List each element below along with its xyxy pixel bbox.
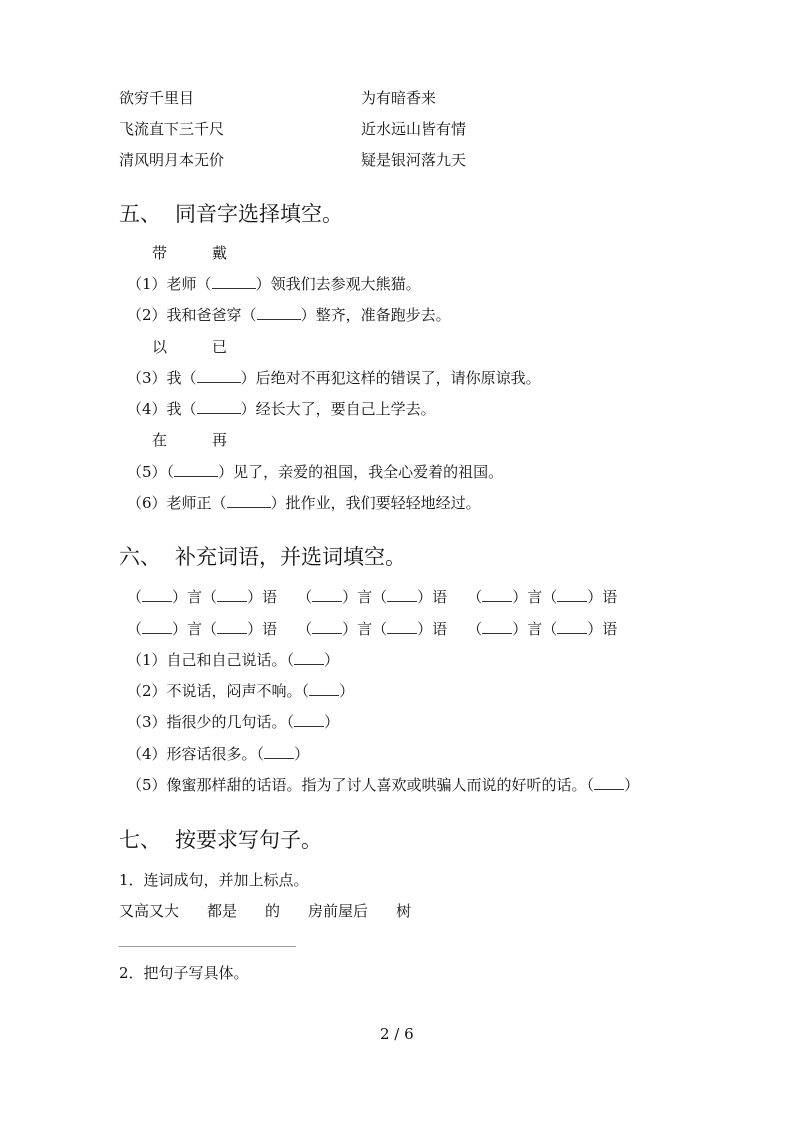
section5-title: 同音字选择填空。 (175, 202, 343, 226)
word-scramble (119, 901, 411, 921)
section6-title: 补充词语，并选词填空。 (175, 545, 406, 569)
answer-blank[interactable] (312, 620, 342, 634)
word-pattern: （ ）言（ ）语 (467, 588, 618, 606)
question-6-1: （1）自己和自己说话。（ ） (127, 651, 340, 669)
answer-blank[interactable] (197, 369, 241, 383)
word-pattern-row-2 (127, 619, 617, 639)
wordbank-char: 以 (152, 338, 168, 356)
answer-blank[interactable] (217, 620, 247, 634)
answer-blank[interactable] (142, 620, 172, 634)
answer-blank[interactable] (197, 400, 241, 414)
wordbank-1 (152, 243, 227, 263)
word-pattern: （ ）言（ ）语 (127, 588, 278, 606)
question-5-3: （3）我（ ）后绝对不再犯这样的错误了，请你原谅我。 (127, 369, 541, 387)
word-pattern: （ ）言（ ）语 (127, 620, 278, 638)
poem-left-3: 清风明月本无价 (119, 151, 225, 169)
question-5-2: （2）我和爸爸穿（ ）整齐，准备跑步去。 (127, 306, 451, 324)
question-6-5: （5）像蜜那样甜的话语。指为了讨人喜欢或哄骗人而说的好听的话。（ ） (127, 776, 640, 794)
scramble-word: 树 (396, 902, 412, 920)
answer-blank[interactable] (294, 651, 324, 665)
word-pattern: （ ）言（ ）语 (467, 620, 618, 638)
answer-blank[interactable] (257, 306, 301, 320)
question-5-1: （1）老师（ ）领我们去参观大熊猫。 (127, 275, 421, 293)
poem-right-3: 疑是银河落九天 (361, 151, 467, 169)
answer-blank[interactable] (309, 682, 339, 696)
answer-blank[interactable] (387, 620, 417, 634)
word-pattern: （ ）言（ ）语 (297, 588, 448, 606)
page-number: 2 / 6 (380, 1025, 414, 1043)
answer-blank[interactable] (264, 745, 294, 759)
word-pattern-row-1 (127, 587, 617, 607)
word-pattern: （ ）言（ ）语 (297, 620, 448, 638)
answer-blank[interactable] (217, 588, 247, 602)
poem-right-2: 近水远山皆有情 (361, 120, 467, 138)
question-6-3: （3）指很少的几句话。（ ） (127, 713, 340, 731)
scramble-word: 房前屋后 (308, 902, 369, 920)
answer-blank[interactable] (142, 588, 172, 602)
answer-blank[interactable] (557, 620, 587, 634)
section6-heading (119, 543, 406, 571)
wordbank-3 (152, 430, 227, 450)
wordbank-char: 再 (212, 431, 228, 449)
scramble-word: 的 (265, 902, 281, 920)
section7-number: 七、 (119, 828, 161, 852)
answer-blank[interactable] (557, 588, 587, 602)
question-5-5: （5）（ ）见了，亲爱的祖国，我全心爱着的祖国。 (127, 463, 504, 481)
question-5-6: （6）老师正（ ）批作业，我们要轻轻地经过。 (127, 494, 481, 512)
question-6-4: （4）形容话很多。（ ） (127, 745, 310, 763)
answer-blank[interactable] (212, 275, 256, 289)
answer-blank[interactable] (294, 713, 324, 727)
scramble-word: 又高又大 (119, 902, 180, 920)
section7-heading (119, 826, 322, 854)
answer-blank[interactable] (174, 463, 218, 477)
answer-blank[interactable] (482, 588, 512, 602)
wordbank-char: 戴 (212, 244, 228, 262)
poem-left-2: 飞流直下三千尺 (119, 120, 225, 138)
section7-title: 按要求写句子。 (175, 828, 322, 852)
section6-number: 六、 (119, 545, 161, 569)
wordbank-char: 带 (152, 244, 168, 262)
question-7-1: 1．连词成句，并加上标点。 (119, 871, 309, 889)
scramble-word: 都是 (207, 902, 238, 920)
question-5-4: （4）我（ ）经长大了，要自己上学去。 (127, 400, 436, 418)
answer-blank[interactable] (387, 588, 417, 602)
answer-blank[interactable] (227, 494, 271, 508)
section5-number: 五、 (119, 202, 161, 226)
wordbank-2 (152, 337, 227, 357)
answer-blank[interactable] (594, 776, 624, 790)
question-6-2: （2）不说话，闷声不响。（ ） (127, 682, 355, 700)
wordbank-char: 在 (152, 431, 168, 449)
question-7-2: 2．把句子写具体。 (119, 964, 249, 982)
poem-left-1: 欲穷千里目 (119, 89, 195, 107)
section5-heading (119, 200, 343, 228)
answer-blank[interactable] (482, 620, 512, 634)
answer-blank[interactable] (312, 588, 342, 602)
answer-line[interactable] (119, 946, 296, 947)
poem-right-1: 为有暗香来 (361, 89, 437, 107)
wordbank-char: 已 (212, 338, 228, 356)
